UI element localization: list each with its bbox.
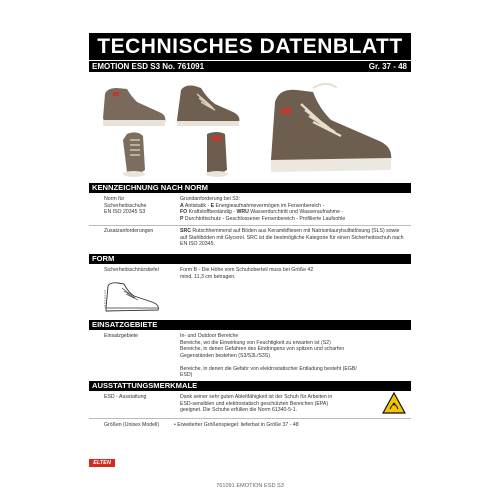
section-heading-ausstattung: AUSSTATTUNGSMERKMALE <box>89 381 411 391</box>
additional-value: SRC Rutschhemmend auf Böden aus Keramikfliesen mit Natriumlaurylsulfatlösung (SLS) sowie auf Stahlböden mit Glycerol. SRC ist die bestmögliche Kategorie für einen Sicherheitsschuh nach EN ISO 20345. <box>180 228 404 247</box>
norm-label-line: Norm für <box>104 196 125 202</box>
einsatz-line: In- und Outdoor Bereiche <box>180 333 239 339</box>
einsatz-line: Gegenständen bestehen (S3/S3L/S3S) <box>180 352 270 359</box>
esd-line: ESD-sensiblen und elektrostatisch geschützten Bereichen (EPA) <box>180 400 329 407</box>
size-text: Erweiterter Größenspiegel: lieferbar in Größe 37 - 48 <box>177 422 299 428</box>
einsatz-line: Bereiche, in denen die Gefahr von elektrostatischer Entladung besteht (EGB/ <box>180 365 357 372</box>
divider <box>89 225 411 226</box>
form-value: Form B - Die Höhe vom Schuhoberteil muss bei Größe 42 mind. 11,3 cm betragen. <box>180 267 314 280</box>
einsatz-label: Einsatzgebiete <box>104 333 139 339</box>
einsatz-value <box>180 333 408 379</box>
norm-label-line: Sicherheitsschuhe <box>104 202 147 209</box>
einsatz-line: Bereiche, in denen Gefahren des Eindringens von spitzen und scharfen <box>180 346 345 352</box>
esd-label: ESD - Ausstattung <box>104 394 147 400</box>
brand-logo: ELTEN <box>89 459 115 467</box>
norm-line: P Durchtrittschutz - Geschlossener Fersenbereich - Profilierte Laufsohle <box>180 215 346 222</box>
norm-value <box>180 196 408 222</box>
shoe-photo-icon <box>89 74 411 182</box>
esd-value <box>180 394 376 414</box>
product-bar <box>89 61 411 72</box>
norm-label-line: EN ISO 20345 S3 <box>104 209 146 215</box>
footer-caption: 761091 EMOTION ESD S3 <box>216 483 284 489</box>
size-range: Gr. 37 - 48 <box>368 62 407 71</box>
section-heading-form: FORM <box>89 254 411 264</box>
einsatz-line: Bereiche, wo die Einwirkung von Feuchtigkeit zu erwarten ist (S2) <box>180 339 331 346</box>
esd-line: geeignet. Die Schuhe erfüllen die Norm 61340-5-1. <box>180 407 298 413</box>
size-value: • Erweiterter Größenspiegel: lieferbar in Größe 37 - 48 <box>174 422 299 428</box>
norm-line: FO Kraftstoffbeständig - WRU Wasserdurchtritt und Wasseraufnahme - <box>180 209 344 215</box>
product-photos <box>89 74 411 182</box>
size-label: Größen (Unisex Modell) <box>104 422 160 428</box>
einsatz-line: ESD) <box>180 372 193 378</box>
divider <box>89 418 411 419</box>
esd-line: Dank seiner sehr guten Ableitfähigkeit ist der Schuh für Arbeiten in <box>180 394 333 400</box>
norm-intro: Grundanforderung bei S3: <box>180 196 240 202</box>
section-heading-einsatz: EINSATZGEBIETE <box>89 320 411 330</box>
page-title: TECHNISCHES DATENBLATT <box>89 33 411 60</box>
esd-warning-icon <box>382 392 406 419</box>
form-label: Sicherheitsschnürstiefel <box>104 267 159 273</box>
section-heading-norm: KENNZEICHNUNG NACH NORM <box>89 183 411 193</box>
product-name: EMOTION ESD S3 No. 761091 <box>92 62 205 71</box>
norm-label <box>104 196 184 216</box>
norm-line: A Antistatik - E Energieaufnahmevermögen im Fersenbereich - <box>180 202 325 209</box>
shoe-outline-icon <box>102 280 162 319</box>
additional-label: Zusatzanforderungen <box>104 228 154 234</box>
